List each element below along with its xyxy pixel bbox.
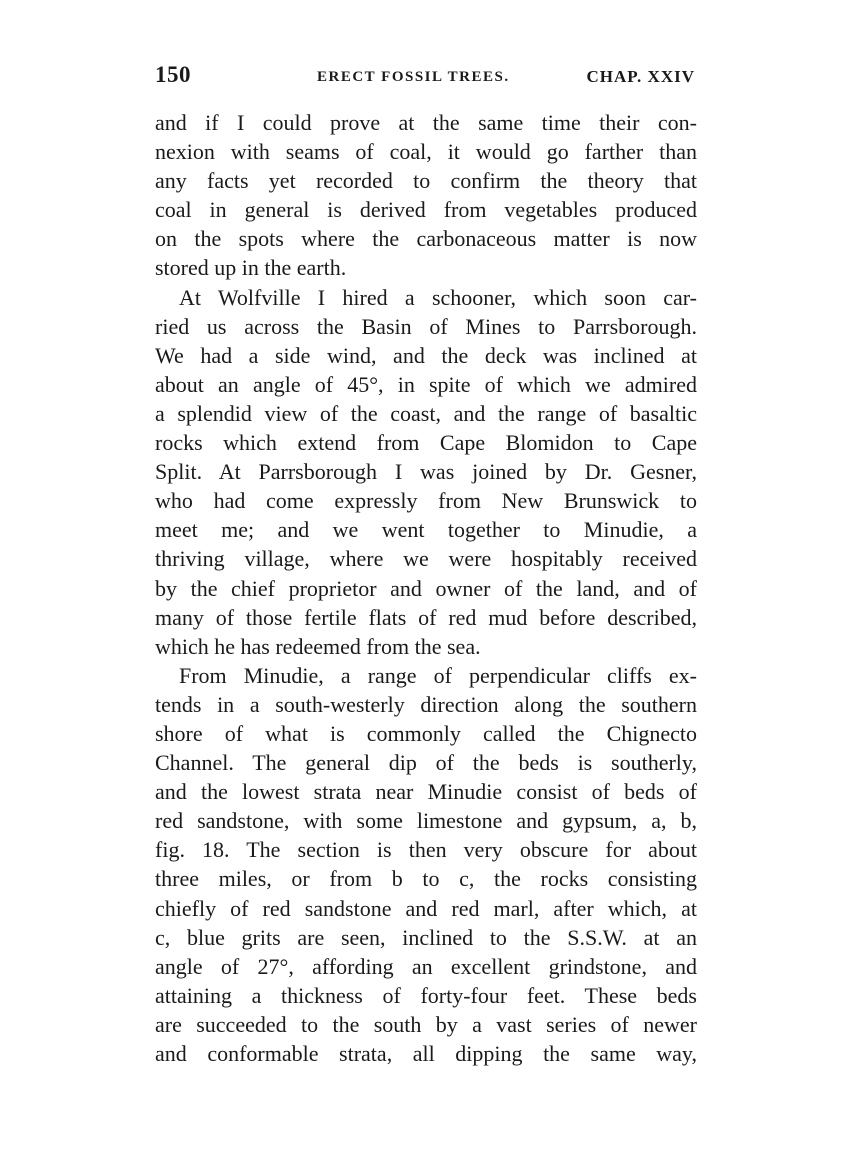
text-line: At Wolfville I hired a schooner, which soon car- [179,284,697,310]
text-line: any facts yet recorded to confirm the theory that [155,168,697,194]
text-line: red sandstone, with some limestone and gypsum, a, b, [155,808,697,834]
text-line: by the chief proprietor and owner of the land, and of [155,575,697,601]
text-line: angle of 27°, affording an excellent grindstone, and [155,953,697,979]
text-line: thriving village, where we were hospitably received [155,546,697,572]
text-line: Split. At Parrsborough I was joined by Dr. Gesner, [155,459,697,485]
text-line: and conformable strata, all dipping the same way, [155,1041,697,1066]
text-line: fig. 18. The section is then very obscure for about [155,837,697,863]
text-line: a splendid view of the coast, and the range of basaltic [155,400,697,426]
text-line: chiefly of red sandstone and red marl, after which, at [155,895,697,921]
text-line: on the spots where the carbonaceous matter is now [155,226,697,252]
text-line: about an angle of 45°, in spite of which we admired [155,371,697,397]
text-line: Channel. The general dip of the beds is southerly, [155,750,697,776]
text-line: c, blue grits are seen, inclined to the S.S.W. at an [155,924,697,950]
text-line: From Minudie, a range of perpendicular cliffs ex- [179,662,697,688]
text-line: tends in a south-westerly direction along the southern [155,691,697,717]
text-line: meet me; and we went together to Minudie, a [155,517,697,543]
text-line: We had a side wind, and the deck was inclined at [155,342,697,368]
page-header [155,62,695,92]
text-line: which he has redeemed from the sea. [155,633,481,659]
chapter-label: CHAP. XXIV [586,67,695,86]
running-title: ERECT FOSSIL TREES. [317,69,510,85]
text-line: ried us across the Basin of Mines to Parrsborough. [155,313,697,339]
text-line: and if I could prove at the same time their con- [155,110,697,135]
text-line: coal in general is derived from vegetables produced [155,197,697,223]
page-number: 150 [155,62,191,87]
text-line: attaining a thickness of forty-four feet. These beds [155,982,697,1008]
text-line: who had come expressly from New Brunswick to [155,488,697,514]
text-line: stored up in the earth. [155,255,347,281]
text-line: and the lowest strata near Minudie consist of beds of [155,779,697,805]
text-line: three miles, or from b to c, the rocks consisting [155,866,697,892]
text-line: nexion with seams of coal, it would go farther than [155,139,697,165]
body-text [155,108,697,1068]
text-line: rocks which extend from Cape Blomidon to Cape [155,430,697,456]
text-line: shore of what is commonly called the Chignecto [155,720,697,746]
text-line: many of those fertile flats of red mud before described, [155,604,697,630]
text-line: are succeeded to the south by a vast series of newer [155,1011,697,1037]
